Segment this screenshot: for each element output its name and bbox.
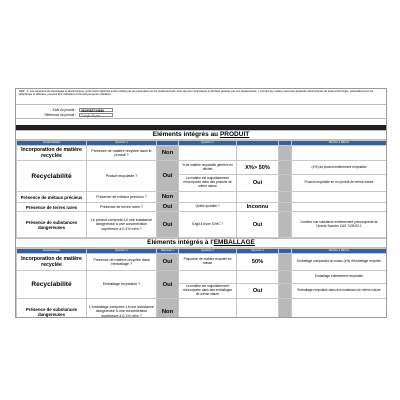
question1-cell: Présence de métaux précieux ? [87,192,157,203]
table-row [17,203,387,212]
answer2-cell [237,271,279,284]
mention-cell [292,203,387,212]
reference-value: Tuwyb 05 pm [79,113,113,117]
packaging-section-title [16,238,386,248]
mention-cell: Produit recyclable en un produit de même nature [292,175,387,192]
spacer-cell [279,254,292,271]
table-row [17,254,387,271]
answer2-cell [237,146,279,161]
answer2-cell: Oui [237,175,279,192]
answer1-cell: Oui [157,254,179,271]
table-row [17,146,387,161]
question2-cell [179,192,237,203]
header-cell: Question 2 [179,249,237,254]
question1-cell: Présence de terres rares ? [87,203,157,212]
question2-cell [179,299,237,319]
packaging-table [16,248,387,318]
answer1-cell: Non [157,192,179,203]
table-row [17,212,387,238]
characteristic-cell: Incorporation de matière recyclée [17,254,87,271]
characteristic-cell: Incorporation de matière recyclée [17,146,87,161]
product-section-title [16,130,386,140]
ean-value: 3615083743640 [79,108,113,112]
ean-label: EAN du produit : [52,107,76,112]
spacer-cell [279,203,292,212]
mention-cell: Emballage recyclable dans des matériaux de même nature [292,284,387,299]
spacer-cell [279,192,292,203]
characteristic-cell: Recyclabilité [17,271,87,299]
question1-cell: Présence de matière recyclée dans le produit ? [87,146,157,161]
packaging-title-prefix: Eléments intégrés à l' [147,239,214,246]
question2-cell: Proportion de matière recyclée en masse [179,254,237,271]
question2-cell: La matière est majoritairement réincorporée dans des produits de même nature [179,175,237,192]
mention-cell [292,299,387,319]
header-cell: Caractéristique [17,249,87,254]
header-cell: Question 1 [87,141,157,146]
question2-cell: % de matière recyclable générés en déchet [179,161,237,175]
answer1-cell: Oui [157,161,179,192]
answer2-cell: Oui [237,212,279,238]
characteristic-cell: Présence de substances dangereuses [17,299,87,319]
characteristic-cell: Présence de métaux précieux [17,192,87,203]
answer2-cell: X%> 50% [237,161,279,175]
header-cell: Mention à afficher [292,141,387,146]
header-cell: Réponse 1 [157,249,179,254]
spacer-cell [279,271,292,284]
question1-cell: L'emballage comporte-t-il une substance dangereuse à une concentration supérieure à 0,1% m/m ? [87,299,157,319]
header-cell: Caractéristique [17,141,87,146]
question1-cell: Présence de matière recyclée dans l'emballage ? [87,254,157,271]
answer2-cell [237,299,279,319]
mention-cell: Contient une substance extrêmement préoccupante de l'Annde Numéro CAS 7439-92-1 [292,212,387,238]
header-cell: Réponse 2 [237,249,279,254]
reference-label: Référence du produit : [44,112,76,117]
question2-cell: Quelle quantité ? [179,203,237,212]
spacer-cell [279,299,292,319]
mention-cell: Emballage entièrement recyclable [292,271,387,284]
characteristic-cell: Recyclabilité [17,161,87,192]
product-title-prefix: Eléments intégrés au [152,131,220,138]
intro-text: REP : 1° Les équipements électriques et électroniques, qu'ils soient destinés à être utilisés par les particuliers ou les professionnels, ainsi que les composants et déchets générés par ces équipements, y compris les métaux rares des appareils électroniques de toute technologie, particulièrement les téléphones et tablettes, pouvant être collectés et réemployés après utilisation [16,89,386,105]
question1-cell: Produit recyclable ? [87,161,157,192]
header-cell: Mention à afficher [292,249,387,254]
answer1-cell: Oui [157,271,179,299]
table-row [17,299,387,319]
spacer-cell [279,175,292,192]
question2-cell: S'agit-il d'une SVHC ? [179,212,237,238]
answer1-cell: Oui [157,212,179,238]
question1-cell: Le produit comporte-t-il une substance dangereuse à une concentration supérieure à 0,1% m/m ? [87,212,157,238]
header-cell: Question 2 [179,141,237,146]
answer2-cell [237,192,279,203]
answer1-cell: Oui [157,203,179,212]
question2-cell: La matière est majoritairement réincorporée dans des emballages de même nature [179,284,237,299]
mention-cell: (X%) du produit entièrement recyclable [292,161,387,175]
mention-cell: Emballage comportant au moins (x%) d'emballage recyclée [292,254,387,271]
product-meta [16,105,386,119]
spacer-cell [279,161,292,175]
packaging-title-emphasis: EMBALLAGE [213,239,255,246]
answer1-cell: Non [157,146,179,161]
answer2-cell: Inconnu [237,203,279,212]
question2-cell [179,146,237,161]
spacer-cell [279,284,292,299]
reference-row [36,112,113,117]
question1-cell: Emballage recyclable ? [87,271,157,299]
spacer-cell [279,212,292,238]
declaration-sheet [15,88,387,318]
spacer-cell [279,146,292,161]
product-title-emphasis: PRODUIT [219,131,250,138]
answer2-cell: Oui [237,284,279,299]
table-row [17,271,387,284]
header-cell: Question 1 [87,249,157,254]
table-row [17,192,387,203]
answer2-cell: 50% [237,254,279,271]
mention-cell [292,146,387,161]
characteristic-cell: Présence de terres rares [17,203,87,212]
question2-cell [179,271,237,284]
characteristic-cell: Présence de substances dangereuses [17,212,87,238]
product-table [16,140,387,238]
table-row [17,161,387,175]
mention-cell [292,192,387,203]
answer1-cell: Non [157,299,179,319]
